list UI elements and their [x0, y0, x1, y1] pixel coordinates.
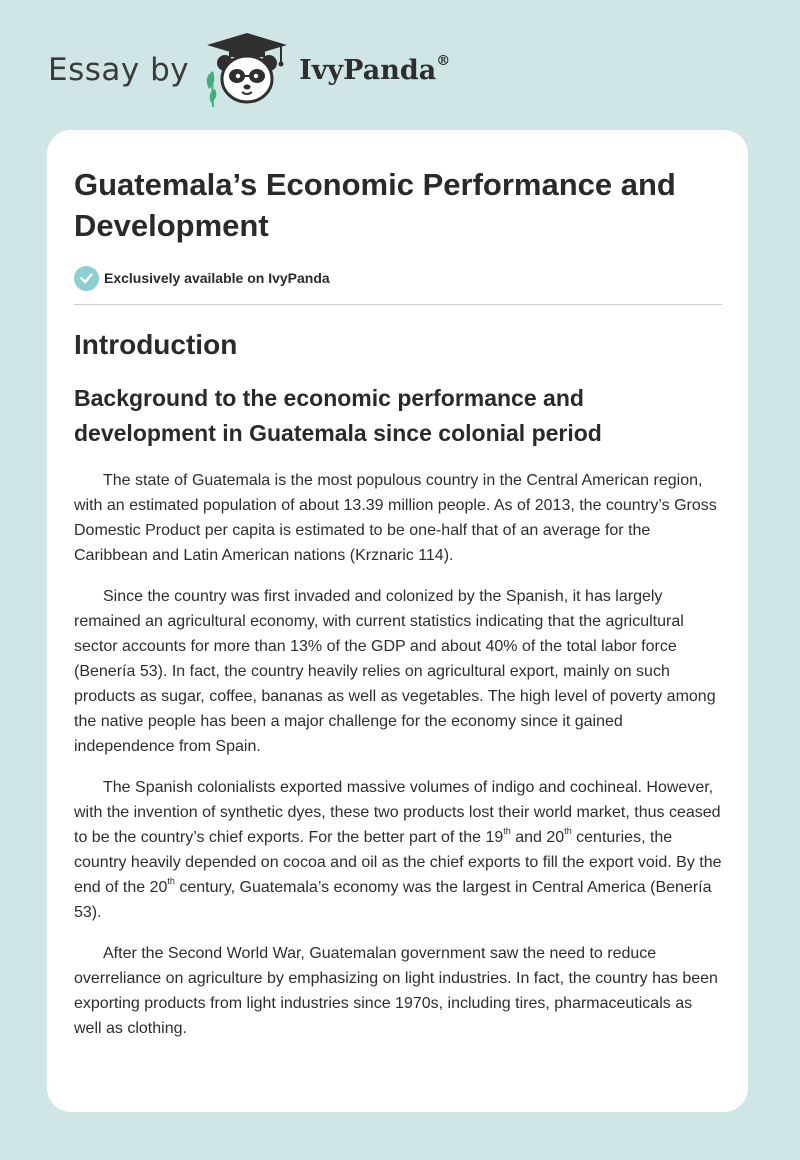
exclusive-badge — [74, 264, 722, 292]
check-icon — [74, 266, 99, 291]
site-header — [48, 30, 450, 110]
paragraph-1: The state of Guatemala is the most populous country in the Central American region, with an estimated population of about 13.39 million people. As of 2013, the country’s Gross Domestic Product per capita is estimated to be one-half that of an average for the Caribbean and Latin American nations (Krznaric 114). — [74, 472, 717, 564]
paragraph-4: After the Second World War, Guatemalan government saw the need to reduce overreliance on agriculture by emphasizing on light industries. In fact, the country has been exporting products from light industries since 1970s, including tires, pharmaceuticals as well as clothing. — [74, 945, 718, 1037]
exclusive-label: Exclusively available on IvyPanda — [104, 270, 330, 286]
subsection-heading: Background to the economic performance and development in Guatemala since colonial period — [74, 385, 602, 446]
brand-prefix: Essay by — [48, 52, 190, 88]
article-card — [47, 130, 748, 1112]
paragraph-2: Since the country was first invaded and colonized by the Spanish, it has largely remained an agricultural economy, with current statistics indicating that the agricultural sector accounts for more than 13% of the GDP and about 40% of the total labor force (Benería 53). In fact, the country heavily relies on agricultural export, mainly on such products as sugar, coffee, bananas as well as vegetables. The high level of poverty among the native people has been a major challenge for the economy since it gained independence from Spain. — [74, 588, 716, 755]
article-content — [74, 164, 722, 1041]
paragraph-3: The Spanish colonialists exported massive volumes of indigo and cochineal. However, with the invention of synthetic dyes, these two products lost their world market, thus ceased to be the country’s chief exports. For the better part of the 19th and 20th centuries, the country heavily depended on cocoa and oil as the chief exports to fill the export void. By the end of the 20th century, Guatemala’s economy was the largest in Central America (Benería 53). — [74, 779, 722, 921]
section-heading: Introduction — [74, 329, 238, 360]
panda-graduate-icon[interactable] — [201, 31, 293, 109]
divider — [74, 304, 722, 305]
brand-name[interactable]: IvyPanda® — [299, 52, 451, 86]
article-title: Guatemala’s Economic Performance and Development — [74, 167, 676, 243]
